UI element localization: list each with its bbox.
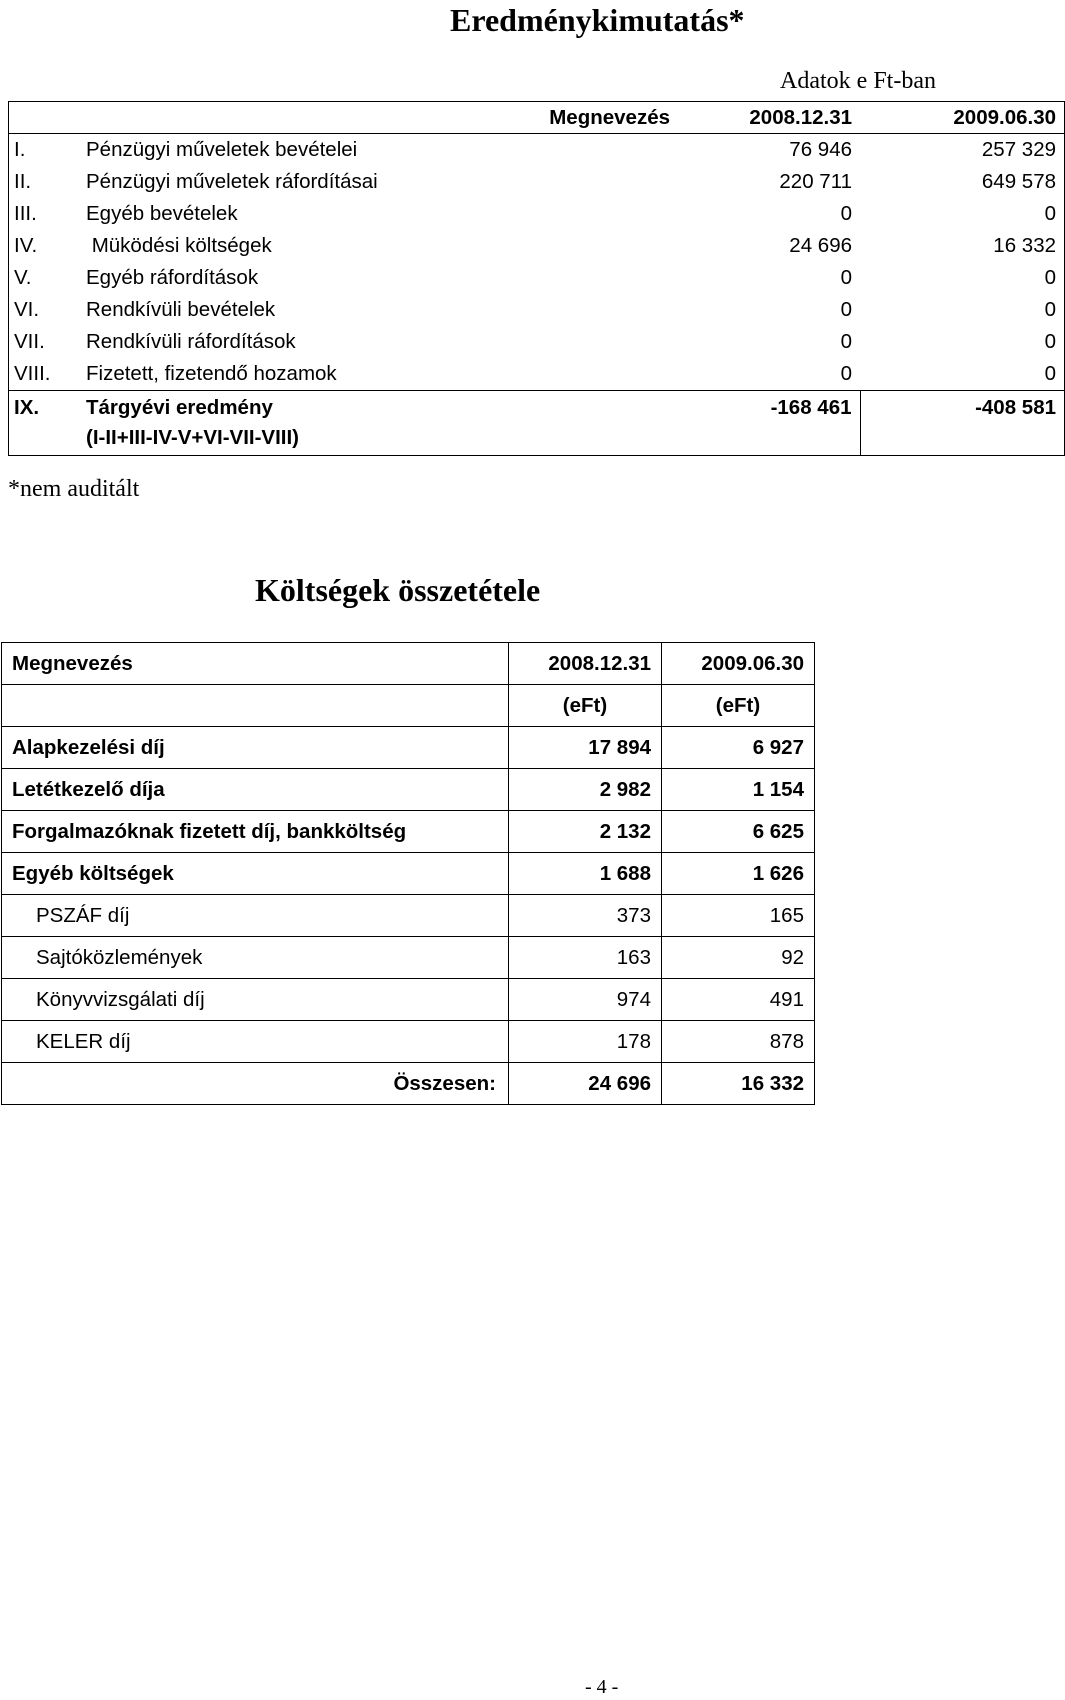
cost-value-2009: 6 625 (662, 811, 815, 853)
row-number: I. (9, 134, 83, 167)
income-header-num (9, 102, 83, 134)
total-row-label (82, 391, 702, 456)
row-number: V. (9, 262, 83, 294)
value-2008: 0 (840, 330, 852, 353)
cost-section-title: Költségek összetétele (255, 572, 541, 608)
value-2009: 257 329 (860, 134, 1065, 167)
cost-label: Egyéb költségek (2, 853, 509, 895)
value-2009: 16 332 (860, 230, 1065, 262)
row-label: Pénzügyi műveletek bevételei (86, 138, 358, 161)
value-2008: 0 (840, 266, 852, 289)
row-label: Fizetett, fizetendő hozamok (86, 362, 337, 385)
table-row (2, 895, 815, 937)
table-row (9, 262, 1065, 294)
row-label: Pénzügyi műveletek ráfordításai (86, 170, 378, 193)
cost-unit-col2: (eFt) (662, 685, 815, 727)
table-row (2, 979, 815, 1021)
table-row (9, 358, 1065, 391)
total-formula: (I-II+III-IV-V+VI-VII-VIII) (86, 426, 300, 449)
cost-sub-label: Sajtóközlemények (2, 937, 509, 979)
table-row (9, 134, 1065, 167)
cost-label: Forgalmazóknak fizetett díj, bankköltség (2, 811, 509, 853)
value-2009: 0 (860, 358, 1065, 391)
table-row (2, 811, 815, 853)
cost-total-2009: 16 332 (662, 1063, 815, 1105)
table-row (2, 1021, 815, 1063)
table-row (2, 727, 815, 769)
row-number: VI. (9, 294, 83, 326)
cost-unit-col1: (eFt) (509, 685, 662, 727)
cost-value-2008: 2 982 (509, 769, 662, 811)
footnote-unaudited: *nem auditált (8, 476, 140, 502)
cost-units-row (2, 685, 815, 727)
cost-composition-table (1, 642, 815, 1105)
income-statement-table (8, 101, 1065, 456)
cost-label: Alapkezelési díj (2, 727, 509, 769)
row-number: III. (9, 198, 83, 230)
total-result-row (9, 391, 1065, 456)
row-number: VII. (9, 326, 83, 358)
cost-sub-value-2009: 92 (662, 937, 815, 979)
row-label: Egyéb bevételek (86, 202, 238, 225)
value-2009: 0 (860, 198, 1065, 230)
cost-sub-value-2009: 878 (662, 1021, 815, 1063)
value-2008: 0 (840, 202, 852, 225)
total-value-2008: -168 461 (702, 391, 860, 456)
cost-sub-value-2009: 491 (662, 979, 815, 1021)
row-number: IV. (9, 230, 83, 262)
value-2008: 0 (840, 362, 852, 385)
table-row (9, 166, 1065, 198)
value-2009: 649 578 (860, 166, 1065, 198)
table-row (2, 853, 815, 895)
cost-value-2008: 2 132 (509, 811, 662, 853)
cost-label: Letétkezelő díja (2, 769, 509, 811)
cost-sub-value-2008: 373 (509, 895, 662, 937)
page-number: - 4 - (585, 1676, 619, 1698)
cost-sub-value-2008: 974 (509, 979, 662, 1021)
total-value-2009: -408 581 (860, 391, 1065, 456)
cost-sub-value-2008: 163 (509, 937, 662, 979)
unit-note: Adatok e Ft-ban (780, 68, 936, 94)
cost-header-col1: 2008.12.31 (509, 643, 662, 685)
cost-value-2008: 1 688 (509, 853, 662, 895)
cost-sub-value-2008: 178 (509, 1021, 662, 1063)
cost-value-2009: 1 626 (662, 853, 815, 895)
cost-value-2008: 17 894 (509, 727, 662, 769)
table-row (9, 294, 1065, 326)
cost-sub-label: Könyvvizsgálati díj (2, 979, 509, 1021)
table-row (9, 198, 1065, 230)
total-label: Tárgyévi eredmény (86, 396, 273, 419)
value-2008: 76 946 (789, 138, 852, 161)
income-header-name: Megnevezés (82, 102, 702, 134)
income-header-col1: 2008.12.31 (702, 102, 860, 134)
value-2008: 0 (840, 298, 852, 321)
total-row-number: IX. (9, 391, 83, 456)
value-2008: 220 711 (779, 170, 852, 193)
table-row (2, 769, 815, 811)
cost-value-2009: 6 927 (662, 727, 815, 769)
cost-units-empty (2, 685, 509, 727)
table-row (2, 937, 815, 979)
row-number: VIII. (9, 358, 83, 391)
value-2008: 24 696 (789, 234, 852, 257)
value-2009: 0 (860, 294, 1065, 326)
row-label: Rendkívüli ráfordítások (86, 330, 296, 353)
cost-sub-label: PSZÁF díj (2, 895, 509, 937)
cost-sub-label: KELER díj (2, 1021, 509, 1063)
income-header-col2: 2009.06.30 (860, 102, 1065, 134)
row-label: Egyéb ráfordítások (86, 266, 259, 289)
cost-total-2008: 24 696 (509, 1063, 662, 1105)
row-number: II. (9, 166, 83, 198)
cost-header-col2: 2009.06.30 (662, 643, 815, 685)
cost-total-label: Összesen: (2, 1063, 509, 1105)
income-header-row (9, 102, 1065, 134)
table-row (9, 230, 1065, 262)
page-title: Eredménykimutatás* (450, 2, 745, 38)
table-row (9, 326, 1065, 358)
cost-header-name: Megnevezés (2, 643, 509, 685)
value-2009: 0 (860, 262, 1065, 294)
value-2009: 0 (860, 326, 1065, 358)
row-label: Müködési költségek (86, 234, 272, 257)
cost-sub-value-2009: 165 (662, 895, 815, 937)
row-label: Rendkívüli bevételek (86, 298, 276, 321)
cost-value-2009: 1 154 (662, 769, 815, 811)
cost-header-row (2, 643, 815, 685)
cost-total-row (2, 1063, 815, 1105)
